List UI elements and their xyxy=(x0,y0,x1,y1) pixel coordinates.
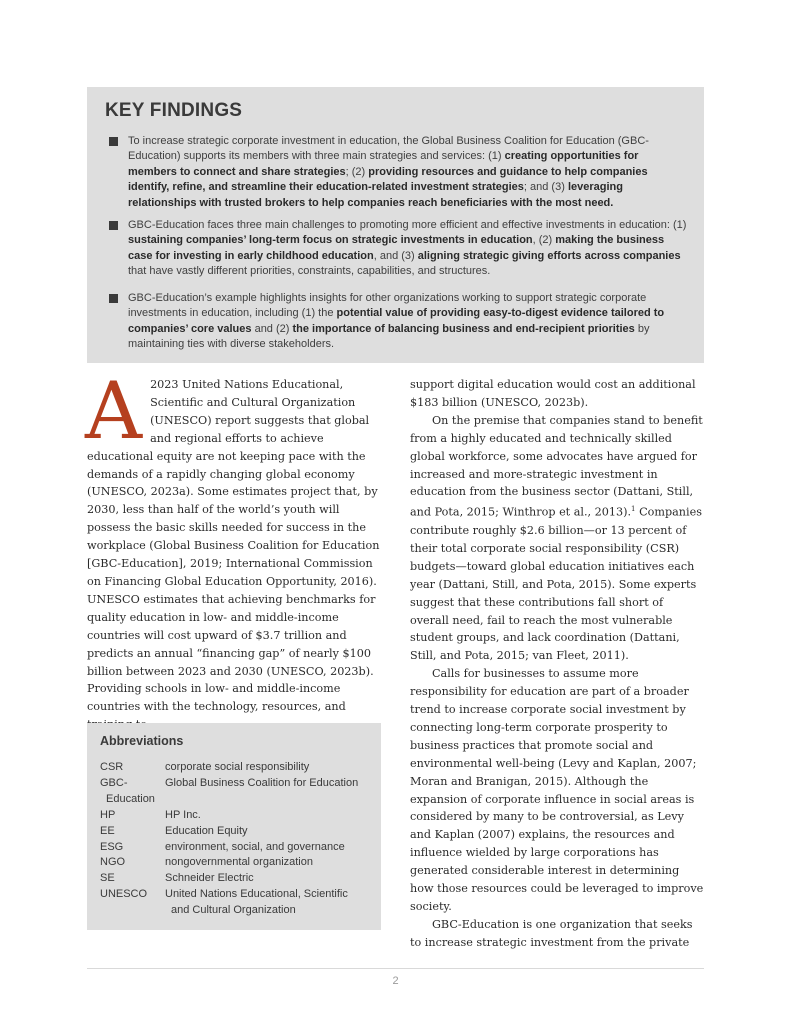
abbreviation-row xyxy=(100,776,376,792)
key-finding-segment: and (2) xyxy=(251,322,293,335)
key-finding-segment: ; and (3) xyxy=(523,181,568,194)
square-bullet-icon xyxy=(109,294,118,303)
abbreviation-row xyxy=(100,887,376,903)
abbreviation-definition: corporate social responsibility xyxy=(165,761,310,773)
abbreviation-definition: environment, social, and governance xyxy=(165,840,345,853)
abbreviations-list xyxy=(100,760,376,919)
key-finding-segment: that have vastly different priorities, constraints, capabilities, and structures. xyxy=(128,265,491,278)
abbreviation-definition: Global Business Coalition for Education xyxy=(165,776,359,789)
key-finding-segment: GBC-Education’s example highlights insights for other organizations working to support strategic corporate investments in education, including (1) the xyxy=(128,292,647,320)
abbreviation-definition: Schneider Electric xyxy=(165,872,254,885)
key-finding-segment: GBC-Education faces three main challenges to promoting more efficient and effective investments in education: (1) xyxy=(128,219,687,231)
abbreviations-title: Abbreviations xyxy=(100,734,184,748)
key-finding-segment: , (2) xyxy=(532,234,556,247)
abbreviation-row xyxy=(100,871,376,887)
key-finding-segment: ; (2) xyxy=(345,165,369,178)
key-finding-emphasis: making the business case for investing in early childhood education xyxy=(128,234,665,262)
abbreviation-row xyxy=(100,760,376,776)
key-finding-emphasis: providing resources and guidance to help companies identify, refine, and streamline their education-related investment strategies xyxy=(128,165,648,194)
abbreviation-definition-continued: and Cultural Organization xyxy=(171,904,296,917)
body-paragraph: support digital education would cost an additional $183 billion (UNESCO, 2023b). xyxy=(410,378,696,409)
key-finding-emphasis: potential value of providing easy-to-digest evidence tailored to companies’ core values xyxy=(128,307,665,335)
abbreviation-code: GBC- xyxy=(100,776,128,789)
abbreviation-code: EE xyxy=(100,824,115,837)
abbreviations-box xyxy=(87,723,381,930)
key-finding-item xyxy=(109,291,689,353)
abbreviation-definition: nongovernmental organization xyxy=(165,856,313,869)
abbreviation-row xyxy=(100,824,376,840)
abbreviation-definition: Education Equity xyxy=(165,824,248,837)
abbreviation-code: CSR xyxy=(100,761,124,773)
key-finding-text xyxy=(128,134,689,211)
abbreviation-row-continued xyxy=(100,903,376,919)
abbreviation-row xyxy=(100,808,376,824)
key-finding-emphasis: leveraging relationships with trusted brokers to help companies reach beneficiaries with the most need. xyxy=(128,181,623,209)
key-finding-item xyxy=(109,218,689,280)
key-finding-emphasis: the importance of balancing business and end-recipient priorities xyxy=(292,322,635,335)
body-paragraph-text: Companies contribute roughly $2.6 billion—or 13 percent of their total corporate social responsibility (CSR) budgets—toward global education initiatives each year (Dattani, Still, and Pota, 2015). Some experts suggest that these contributions fall short of overall need, fail to reach the most vulnerable student groups, and lack coordination (Dattani, Still, and Pota, 2015; van Fleet, 2011). xyxy=(410,506,702,663)
abbreviation-definition: HP Inc. xyxy=(165,808,201,821)
key-findings-title: KEY FINDINGS xyxy=(105,100,243,121)
body-column-left xyxy=(85,365,380,734)
key-finding-segment: by maintaining ties with diverse stakeholders. xyxy=(128,322,650,351)
abbreviation-code: ESG xyxy=(100,840,124,853)
abbreviation-code: HP xyxy=(100,808,116,821)
key-finding-text xyxy=(128,218,689,280)
square-bullet-icon xyxy=(109,137,118,146)
key-finding-emphasis: aligning strategic giving efforts across companies xyxy=(417,249,681,262)
abbreviation-row-continued xyxy=(100,792,376,808)
drop-cap: A xyxy=(85,365,143,457)
key-finding-emphasis: creating opportunities for members to connect and share strategies xyxy=(128,150,639,178)
body-column-right xyxy=(410,376,704,952)
body-paragraph: GBC-Education is one organization that seeks to increase strategic investment from the private xyxy=(410,917,693,949)
abbreviation-code: SE xyxy=(100,872,115,885)
square-bullet-icon xyxy=(109,221,118,230)
body-paragraph xyxy=(85,365,380,734)
footer-divider xyxy=(87,968,704,969)
body-paragraph-text: On the premise that companies stand to benefit from a highly educated and technically skilled global workforce, some advocates have argued for increased and more-strategic investment in education from the business sector (Dattani, Still, and Pota, 2015; Winthrop et al., 2013). xyxy=(410,413,703,520)
abbreviation-code: NGO xyxy=(100,856,126,869)
abbreviation-code-continued: Education xyxy=(106,792,155,805)
page-number: 2 xyxy=(392,975,399,987)
key-finding-emphasis: sustaining companies’ long-term focus on strategic investments in education xyxy=(128,234,533,247)
body-paragraph-text: 2023 United Nations Educational, Scientific and Cultural Organization (UNESCO) report suggests that global and regional efforts to achieve educational equity are not keeping pace with the demands of a rapidly changing global economy (UNESCO, 2023a). Some estimates project that, by 2030, less than half of the world’s youth will possess the basic skills needed for success in the workplace (Global Business Coalition for Education [GBC-Education], 2019; International Commission on Financing Global Education Opportunity, 2016). UNESCO estimates that achieving benchmarks for quality education in low- and middle-income countries will cost upward of $3.7 trillion and predicts an annual “financing gap” of nearly $100 billion between 2023 and 2030 (UNESCO, 2023b). Providing schools in low- and middle-income countries with the technology, resources, and xyxy=(87,378,380,714)
key-finding-item xyxy=(109,134,689,211)
abbreviation-definition: United Nations Educational, Scientific xyxy=(165,888,348,901)
key-findings-box xyxy=(87,87,704,363)
key-finding-segment: , and (3) xyxy=(373,249,418,262)
abbreviation-row xyxy=(100,855,376,871)
key-finding-segment: To increase strategic corporate investment in education, the Global Business Coalition for Education (GBC-Education) supports its members with three main strategies and services: (1) xyxy=(128,135,649,163)
abbreviation-row xyxy=(100,840,376,856)
body-paragraph xyxy=(410,412,704,665)
body-paragraph: Calls for businesses to assume more responsibility for education are part of a broader trend to increase corporate social investment by connecting long-term corporate prosperity to business practices that promote social and environmental well-being (Levy and Kaplan, 2007; Moran and Branigan, 2015). Although the expansion of corporate influence in social areas is considered by many to be controversial, as Levy and Kaplan (2007) explains, the resources and influence wielded by large corporations has generated considerable interest in determining how those resources could be leveraged to improve society. xyxy=(410,667,704,914)
abbreviation-code: UNESCO xyxy=(100,888,148,901)
key-finding-text xyxy=(128,291,689,353)
footnote-reference[interactable]: 1 xyxy=(631,505,636,514)
